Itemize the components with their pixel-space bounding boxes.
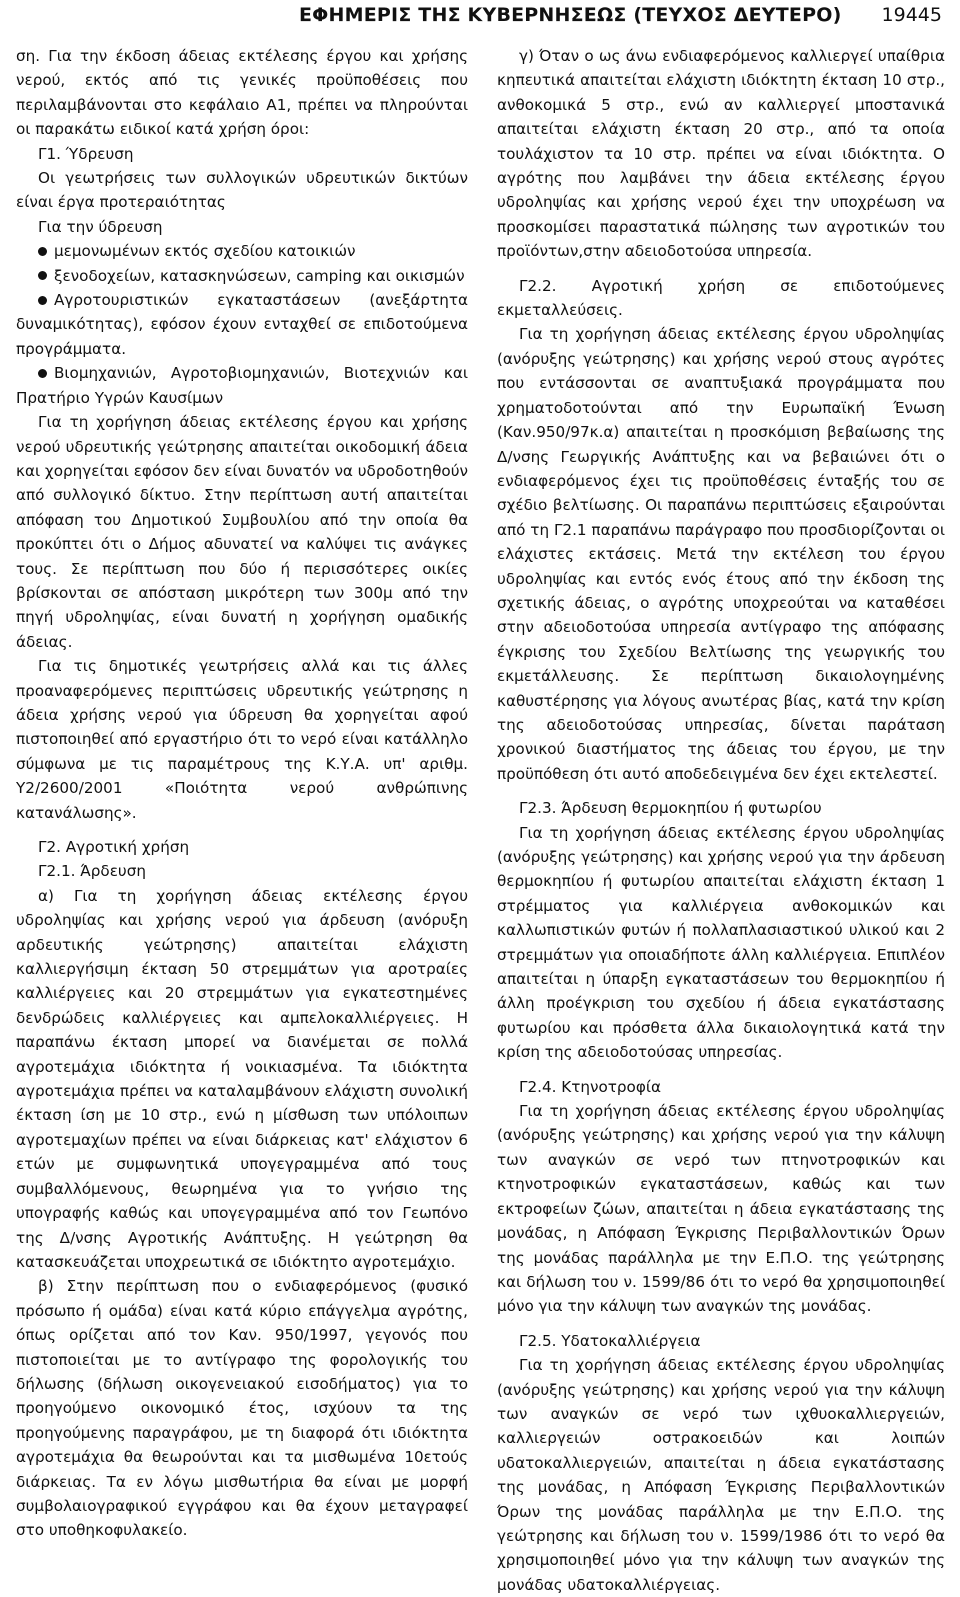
page-number: 19445	[881, 4, 942, 26]
paragraph: Για τις δημοτικές γεωτρήσεις αλλά και τις άλλες προαναφερόμενες περιπτώσεις υδρευτικής γεώτρησης η άδεια χρήσης νερού για ύδρευση θα χορηγείται αφού πιστοποιηθεί από εργαστήριο ότι το νερό είναι κατάλληλο σύμφωνα με τις παραμέτρους της Κ.Υ.Α. υπ' αριθμ. Υ2/2600/2001 «Ποιότητα νερού ανθρώπινης κατανάλωσης».	[16, 657, 468, 822]
paragraph: ση. Για την έκδοση άδειας εκτέλεσης έργου και χρήσης νερού, εκτός από τις γενικές προϋποθέσεις που περιλαμβάνονται στο κεφάλαιο Α1, πρέπει να πληρούνται οι παρακάτω ειδικοί κατά χρήση όροι:	[16, 47, 468, 139]
subsection-heading: Γ2.1. Άρδευση	[38, 862, 146, 881]
paragraph: β) Στην περίπτωση που ο ενδιαφερόμενος (φυσικό πρόσωπο ή ομάδα) είναι κατά κύριο επάγγελμα αγρότης, όπως ορίζεται από τον Καν. 950/1997, γεγονός που πιστοποιείται με το αντίγραφο της φορολογικής του δήλωσης (δήλωση οικογενειακού εισοδήματος) για το προηγούμενο οικονομικό έτος, ισχύουν τα της προηγούμενης παραγράφου, με τη διαφορά ότι ιδιόκτητα αγροτεμάχια θα θεωρούνται και τα μισθωμένα 10ετούς διάρκειας. Τα εν λόγω μισθωτήρια θα είναι με μορφή συμβολαιογραφικού εγγράφου και θα έχουν μεταγραφεί στο υποθηκοφυλακείο.	[16, 1277, 468, 1540]
bullet-icon	[38, 369, 47, 378]
bullet-text: Βιομηχανιών, Αγροτοβιομηχανιών, Βιοτεχνιών και Πρατήριο Υγρών Καυσίμων	[16, 364, 468, 407]
subsection-heading: Γ2.3. Άρδευση θερμοκηπίου ή φυτωρίου	[519, 799, 822, 818]
paragraph: Για τη χορήγηση άδειας εκτέλεσης έργου υδροληψίας (ανόρυξης γεώτρησης) και χρήσης νερού για την άρδευση θερμοκηπίου ή φυτωρίου απαιτείται ελάχιστη έκταση 1 στρέμματος για καλλιέργεια ανθοκομικών και καλλωπιστικών φυτών ή πολλαπλασιαστικού υλικού και 2 στρεμμάτων για οποιαδήποτε άλλη καλλιέργεια. Επιπλέον απαιτείται η ύπαρξη εγκαταστάσεων του θερμοκηπίου ή άλλη προέγκριση του σχεδίου ή άδεια εγκατάστασης φυτωρίου και πρόσθετα άλλα δικαιολογητικά κατά την κρίση της αδειοδοτούσας υπηρεσίας.	[497, 823, 945, 1062]
paragraph: Για τη χορήγηση άδειας εκτέλεσης έργου και χρήσης νερού υδρευτικής γεώτρησης απαιτείται οικοδομική άδεια και χορηγείται εφόσον δεν είναι δυνατόν να υδροδοτηθούν από συλλογικό δίκτυο. Στην περίπτωση αυτή απαιτείται απόφαση του Δημοτικού Συμβουλίου από την οποία θα προκύπτει ότι ο Δήμος αδυνατεί να καλύψει τις ανάγκες τους. Σε περίπτωση που δύο ή περισσότερες οικίες βρίσκονται σε απόσταση μικρότερη των 300μ από την πηγή υδροληψίας, είναι δυνατή η χορήγηση ομαδικής άδειας.	[16, 413, 468, 651]
bullet-icon	[38, 296, 47, 305]
bullet-icon	[38, 247, 47, 256]
section-heading: Γ2. Αγροτική χρήση	[38, 838, 190, 856]
paragraph: Για τη χορήγηση άδειας εκτέλεσης έργου υδροληψίας (ανόρυξης γεώτρησης) και χρήσης νερού για την κάλυψη των αναγκών σε νερό των πτηνοτροφικών και κτηνοτροφικών εγκαταστάσεων, καθώς και των εκτροφείων ζώων, απαιτείται η άδεια εγκατάστασης της μονάδας, η Απόφαση Έγκρισης Περιβαλλοντικών Όρων της μονάδας παράλληλα με την Ε.Π.Ο. της γεώτρησης και δήλωση του ν. 1599/86 ότι το νερό θα χρησιμοποιηθεί μόνο για την κάλυψη των αναγκών της μονάδας.	[497, 1102, 945, 1316]
page-header	[16, 4, 942, 36]
subsection-heading: Γ2.5. Υδατοκαλλιέργεια	[519, 1331, 701, 1350]
bullet-item	[16, 264, 468, 288]
paragraph: Οι γεωτρήσεις των συλλογικών υδρευτικών δικτύων είναι έργα προτεραιότητας	[16, 169, 468, 212]
bullet-text: Αγροτουριστικών εγκαταστάσεων (ανεξάρτητα δυναμικότητας), εφόσον έχουν ενταχθεί σε επιδοτούμενα προγράμματα.	[16, 291, 468, 358]
section-heading: Γ1. Ύδρευση	[38, 144, 134, 163]
bullet-icon	[38, 271, 47, 280]
right-column	[497, 44, 945, 1597]
gazette-title: ΕΦΗΜΕΡΙΣ ΤΗΣ ΚΥΒΕΡΝΗΣΕΩΣ (ΤΕΥΧΟΣ ΔΕΥΤΕΡΟ)	[299, 4, 842, 26]
paragraph: γ) Όταν ο ως άνω ενδιαφερόμενος καλλιεργεί υπαίθρια κηπευτικά απαιτείται ελάχιστη ιδιόκτητη έκταση 10 στρ., ανθοκομικά 5 στρ., ενώ αν καλλιεργεί μποσταvικά απαιτείται ελάχιστη έκταση 20 στρ., από τα οποία τουλάχιστον τα 10 στρ. πρέπει να είναι ιδιόκτητα. Ο αγρότης που λαμβάνει την άδεια εκτέλεσης έργου υδροληψίας και χρήσης νερού έχει την υποχρέωση να προσκομίσει παραστατικά πώλησης των αγροτικών του προϊόντων,στην αδειοδοτούσα υπηρεσία.	[497, 47, 945, 261]
bullet-item	[16, 239, 468, 263]
paragraph: Για τη χορήγηση άδειας εκτέλεσης έργου υδροληψίας (ανόρυξης γεώτρησης) και χρήσης νερού στους αγρότες που εντάσσονται σε αναπτυξιακά προγράμματα που χρηματοδοτούνται από την Ευρωπαϊκή Ένωση (Καν.950/97κ.α) απαιτείται η προσκόμιση βεβαίωσης της Δ/νσης Γεωργικής Ανάπτυξης και να βεβαιώνει ότι ο ενδιαφερόμενος έχει τις προϋποθέσεις ένταξής του σε σχέδιο βελτίωσης. Οι παραπάνω περιπτώσεις εξαιρούνται από τη Γ2.1 παραπάνω παράγραφο που προσδιορίζονται οι ελάχιστες εκτάσεις. Μετά την εκτέλεση του έργου υδροληψίας και εντός ενός έτους από την έκδοση της σχετικής άδειας, ο αγρότης υποχρεούται να καταθέσει στην αδειοδοτούσα υπηρεσία αντίγραφο της απόφασης έγκρισης του Σχεδίου Βελτίωσης της γεωργικής του εκμετάλλευσης. Σε περίπτωση δικαιολογημένης καθυστέρησης για λόγους ανωτέρας βίας, κατά την κρίση της αδειοδοτούσας υπηρεσίας, δίνεται παράταση χρονικού διαστήματος της άδειας του έργου, με την προϋπόθεση ότι αυτό αποδεδειγμένα δεν έχει εκτελεστεί.	[497, 325, 945, 783]
bullet-text: ξενοδοχείων, κατασκηνώσεων, camping και οικισμών	[54, 266, 465, 285]
subsection-heading: Γ2.4. Κτηνοτροφία	[519, 1077, 662, 1096]
bullet-text: μεμονωμένων εκτός σχεδίου κατοικιών	[54, 242, 356, 261]
bullet-item	[16, 361, 468, 410]
left-column	[16, 44, 468, 1543]
paragraph: α) Για τη χορήγηση άδειας εκτέλεσης έργου υδροληψίας και χρήσης νερού για άρδευση (ανόρυξη αρδευτικής γεώτρησης) απαιτείται ελάχιστη καλλιεργήσιμη έκταση 50 στρεμμάτων για αροτραίες καλλιέργειες και 20 στρεμμάτων για εγκατεστημένες δενδρώδεις καλλιέργειες και αμπελοκαλλιέργειες. Η παραπάνω έκταση μπορεί να διανέμεται σε πολλά αγροτεμάχια ιδιόκτητα ή νοικιασμένα. Τα ιδιόκτητα αγροτεμάχια πρέπει να καταλαμβάνουν ελάχιστη συνολική έκταση ίση με 10 στρ., ενώ η μίσθωση των υπόλοιπων αγροτεμαχίων πρέπει να είναι διάρκειας κατ' ελάχιστον 6 ετών με συμφωνητικά υπογεγραμμένα από τους συμβαλλόμενους, θεωρημένα για το γνήσιο της υπογραφής καθώς και υπογεγραμμένα από τον Γεωπόνο της Δ/νσης Αγροτικής Ανάπτυξης. Η γεώτρηση θα κατασκευάζεται υποχρεωτικά σε ιδιόκτητο αγροτεμάχιο.	[16, 886, 468, 1271]
paragraph: Για την ύδρευση	[38, 217, 163, 236]
bullet-item	[16, 288, 468, 361]
paragraph: Για τη χορήγηση άδειας εκτέλεσης έργου υδροληψίας (ανόρυξης γεώτρησης) και χρήσης νερού για την κάλυψη των αναγκών σε νερό των ιχθυοκαλλιεργειών, καλλιεργειών οστρακοειδών και λοιπών υδατοκαλλιεργειών, απαιτείται η άδεια εγκατάστασης της μονάδας, η Απόφαση Έγκρισης Περιβαλλοντικών Όρων της μονάδας παράλληλα με την Ε.Π.Ο. της γεώτρησης και δήλωση του ν. 1599/1986 ότι το νερό θα χρησιμοποιηθεί μόνο για την κάλυψη των αναγκών της μονάδας υδατοκαλλιέργειας.	[497, 1356, 945, 1594]
subsection-heading: Γ2.2. Αγροτική χρήση σε επιδοτούμενες εκμεταλλεύσεις.	[497, 276, 945, 320]
